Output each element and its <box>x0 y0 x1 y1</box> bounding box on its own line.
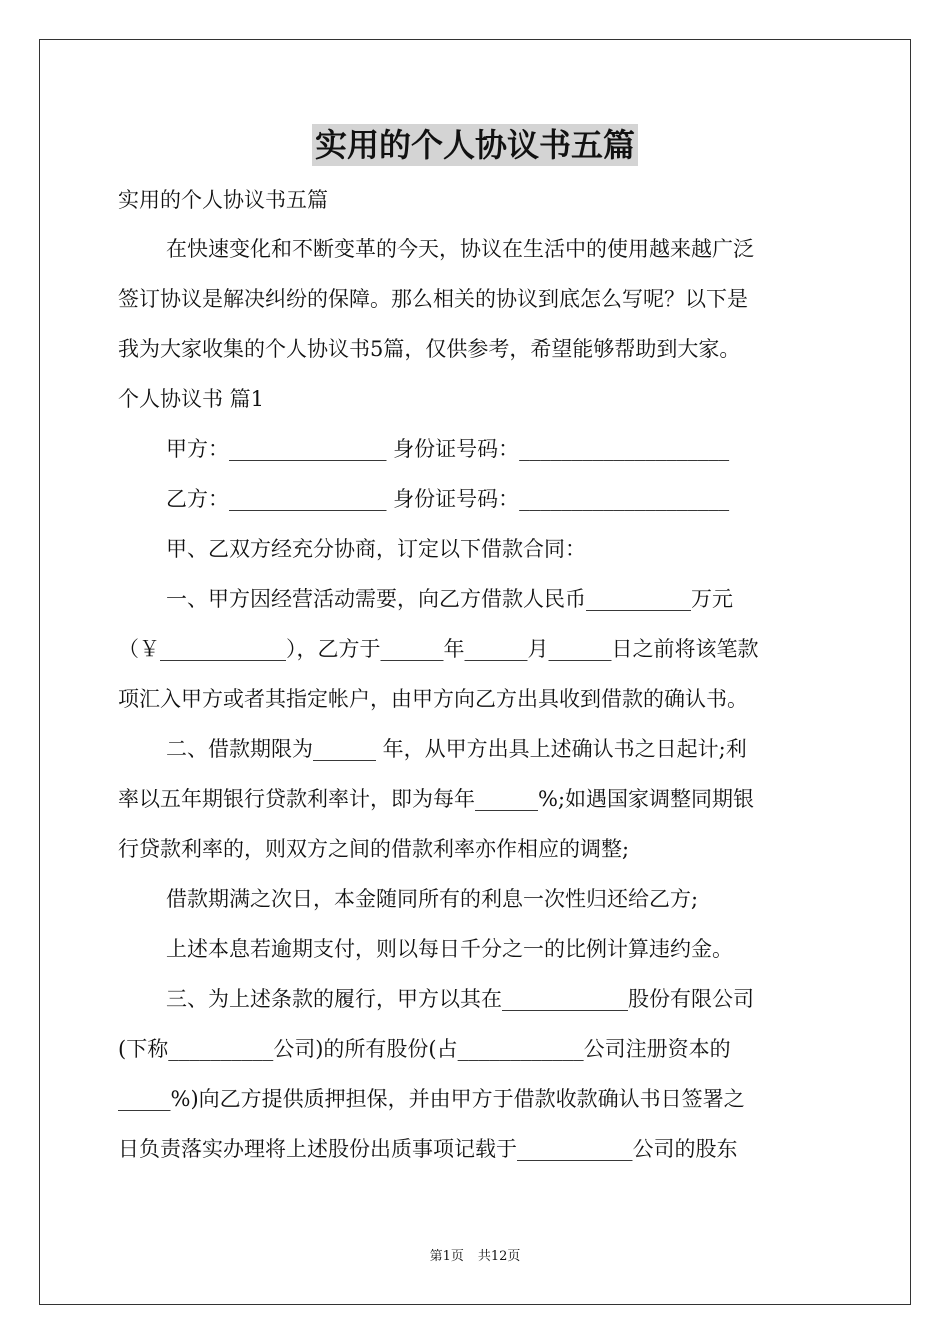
page-border <box>39 39 911 1305</box>
page-total: 共12页 <box>477 1249 521 1264</box>
page-footer <box>0 1249 950 1265</box>
document-title-text: 实用的个人协议书五篇 <box>312 124 638 166</box>
paragraph-line: 在快速变化和不断变革的今天，协议在生活中的使用越来越广泛 <box>166 237 754 261</box>
section-heading: 个人协议书 篇1 <box>118 387 265 411</box>
paragraph-line: 我为大家收集的个人协议书5篇，仅供参考，希望能够帮助到大家。 <box>118 337 741 361</box>
clause-line: _____%)向乙方提供质押担保，并由甲方于借款收款确认书日签署之 <box>118 1087 745 1111</box>
clause-line: 项汇入甲方或者其指定帐户，由甲方向乙方出具收到借款的确认书。 <box>118 687 748 711</box>
clause-line: 日负责落实办理将上述股份出质事项记载于___________公司的股东 <box>118 1137 738 1161</box>
party-b-line: 乙方：_______________ 身份证号码：____________________ <box>166 487 730 511</box>
paragraph-line: 甲、乙双方经充分协商，订定以下借款合同： <box>166 537 586 561</box>
page-number: 第1页 <box>429 1249 464 1264</box>
subtitle-line: 实用的个人协议书五篇 <box>118 188 328 212</box>
clause-line: 二、借款期限为______ 年，从甲方出具上述确认书之日起计;利 <box>166 737 747 761</box>
party-a-line: 甲方：_______________ 身份证号码：____________________ <box>166 437 730 461</box>
clause-line: 率以五年期银行贷款利率计，即为每年______%;如遇国家调整同期银 <box>118 787 755 811</box>
clause-line: 一、甲方因经营活动需要，向乙方借款人民币__________万元 <box>166 587 733 611</box>
clause-line: 行贷款利率的，则双方之间的借款利率亦作相应的调整; <box>118 837 630 861</box>
clause-line: 三、为上述条款的履行，甲方以其在____________股份有限公司 <box>166 987 754 1011</box>
clause-line: 上述本息若逾期支付，则以每日千分之一的比例计算违约金。 <box>166 937 733 961</box>
paragraph-line: 签订协议是解决纠纷的保障。那么相关的协议到底怎么写呢？以下是 <box>118 287 748 311</box>
clause-line: (下称__________公司)的所有股份(占____________公司注册资本的 <box>118 1037 731 1061</box>
clause-line: 借款期满之次日，本金随同所有的利息一次性归还给乙方; <box>166 887 699 911</box>
clause-line: （￥____________），乙方于______年______月______日之前将该笔款 <box>118 637 759 661</box>
document-title <box>0 124 950 166</box>
